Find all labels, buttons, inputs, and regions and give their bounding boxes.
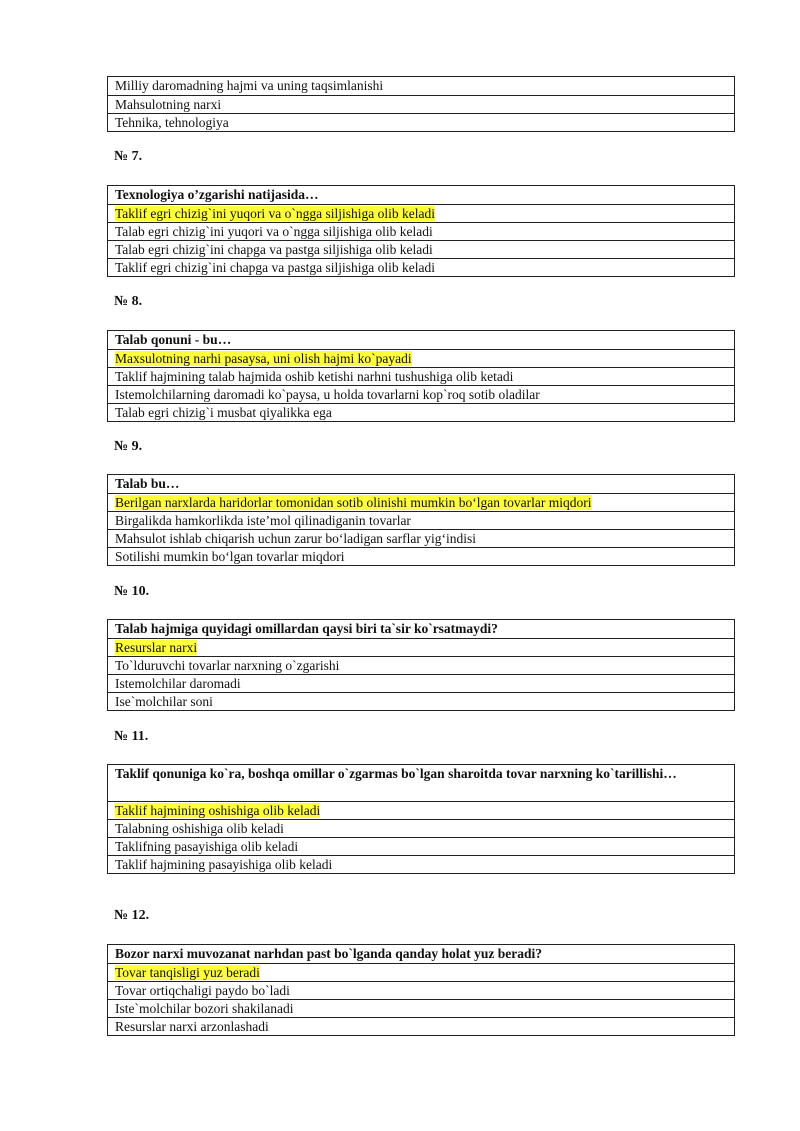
answer-row bbox=[108, 349, 734, 367]
question-number: № 12. bbox=[114, 908, 150, 923]
answer-row: Sotilishi mumkin bo‘lgan tovarlar miqdori bbox=[108, 547, 734, 565]
answer-row: Talab egri chizig`i musbat qiyalikka ega bbox=[108, 403, 734, 421]
highlighted-answer: Berilgan narxlarda haridorlar tomonidan sotib olinishi mumkin bo‘lgan tovarlar miqdori bbox=[115, 495, 592, 510]
answer-row: Tovar ortiqchaligi paydo bo`ladi bbox=[108, 981, 734, 999]
answer-row bbox=[108, 493, 734, 511]
answer-row bbox=[108, 963, 734, 981]
question-text: Bozor narxi muvozanat narhdan past bo`lganda qanday holat yuz beradi? bbox=[115, 946, 542, 961]
answer-row: Taklif egri chizig`ini chapga va pastga siljishiga olib keladi bbox=[108, 258, 734, 276]
answer-row: To`lduruvchi tovarlar narxning o`zgarishi bbox=[108, 656, 734, 674]
answer-row: Milliy daromadning hajmi va uning taqsimlanishi bbox=[115, 78, 384, 93]
answer-row: Taklif hajmining pasayishiga olib keladi bbox=[108, 855, 734, 873]
answer-row bbox=[108, 204, 734, 222]
answer-row: Istemolchilar daromadi bbox=[108, 674, 734, 692]
question-table bbox=[107, 764, 735, 874]
answer-row: Resurslar narxi arzonlashadi bbox=[108, 1017, 734, 1035]
question-table bbox=[107, 474, 735, 566]
answer-row: Tehnika, tehnologiya bbox=[108, 113, 734, 131]
highlighted-answer: Tovar tanqisligi yuz beradi bbox=[115, 965, 260, 980]
answer-row: Birgalikda hamkorlikda iste’mol qilinadiganin tovarlar bbox=[108, 511, 734, 529]
question-number: № 10. bbox=[114, 584, 150, 599]
question-number: № 11. bbox=[114, 729, 149, 744]
question-text: Talab bu… bbox=[115, 476, 180, 491]
answer-row: Istemolchilarning daromadi ko`paysa, u holda tovarlarni kop`roq sotib oladilar bbox=[108, 385, 734, 403]
question-text: Talab hajmiga quyidagi omillardan qaysi biri ta`sir ko`rsatmaydi? bbox=[115, 621, 498, 636]
question-text: Taklif qonuniga ko`ra, boshqa omillar o`zgarmas bo`lgan sharoitda tovar narxning ko`tarillishi… bbox=[115, 766, 677, 781]
answer-row bbox=[108, 638, 734, 656]
answer-row bbox=[108, 801, 734, 819]
question-text: Talab qonuni - bu… bbox=[115, 332, 232, 347]
question-number: № 7. bbox=[114, 149, 143, 164]
answer-row: Talab egri chizig`ini yuqori va o`ngga siljishiga olib keladi bbox=[108, 222, 734, 240]
question-table bbox=[107, 185, 735, 277]
answer-row: Mahsulot ishlab chiqarish uchun zarur bo‘ladigan sarflar yig‘indisi bbox=[108, 529, 734, 547]
highlighted-answer: Resurslar narxi bbox=[115, 640, 198, 655]
question-table bbox=[107, 619, 735, 711]
question-text: Texnologiya o’zgarishi natijasida… bbox=[115, 187, 319, 202]
question-number: № 9. bbox=[114, 439, 143, 454]
answer-row: Iste`molchilar bozori shakilanadi bbox=[108, 999, 734, 1017]
highlighted-answer: Taklif hajmining oshishiga olib keladi bbox=[115, 803, 321, 818]
answer-row: Mahsulotning narxi bbox=[108, 95, 734, 113]
question-number: № 8. bbox=[114, 294, 143, 309]
answer-table-top bbox=[107, 76, 735, 132]
answer-row: Ise`molchilar soni bbox=[108, 692, 734, 710]
answer-row: Talabning oshishiga olib keladi bbox=[108, 819, 734, 837]
question-table bbox=[107, 944, 735, 1036]
answer-row: Taklifning pasayishiga olib keladi bbox=[108, 837, 734, 855]
highlighted-answer: Maxsulotning narhi pasaysa, uni olish hajmi ko`payadi bbox=[115, 351, 412, 366]
answer-row: Taklif hajmining talab hajmida oshib ketishi narhni tushushiga olib ketadi bbox=[108, 367, 734, 385]
question-table bbox=[107, 330, 735, 422]
answer-row: Talab egri chizig`ini chapga va pastga siljishiga olib keladi bbox=[108, 240, 734, 258]
highlighted-answer: Taklif egri chizig`ini yuqori va o`ngga siljishiga olib keladi bbox=[115, 206, 435, 221]
